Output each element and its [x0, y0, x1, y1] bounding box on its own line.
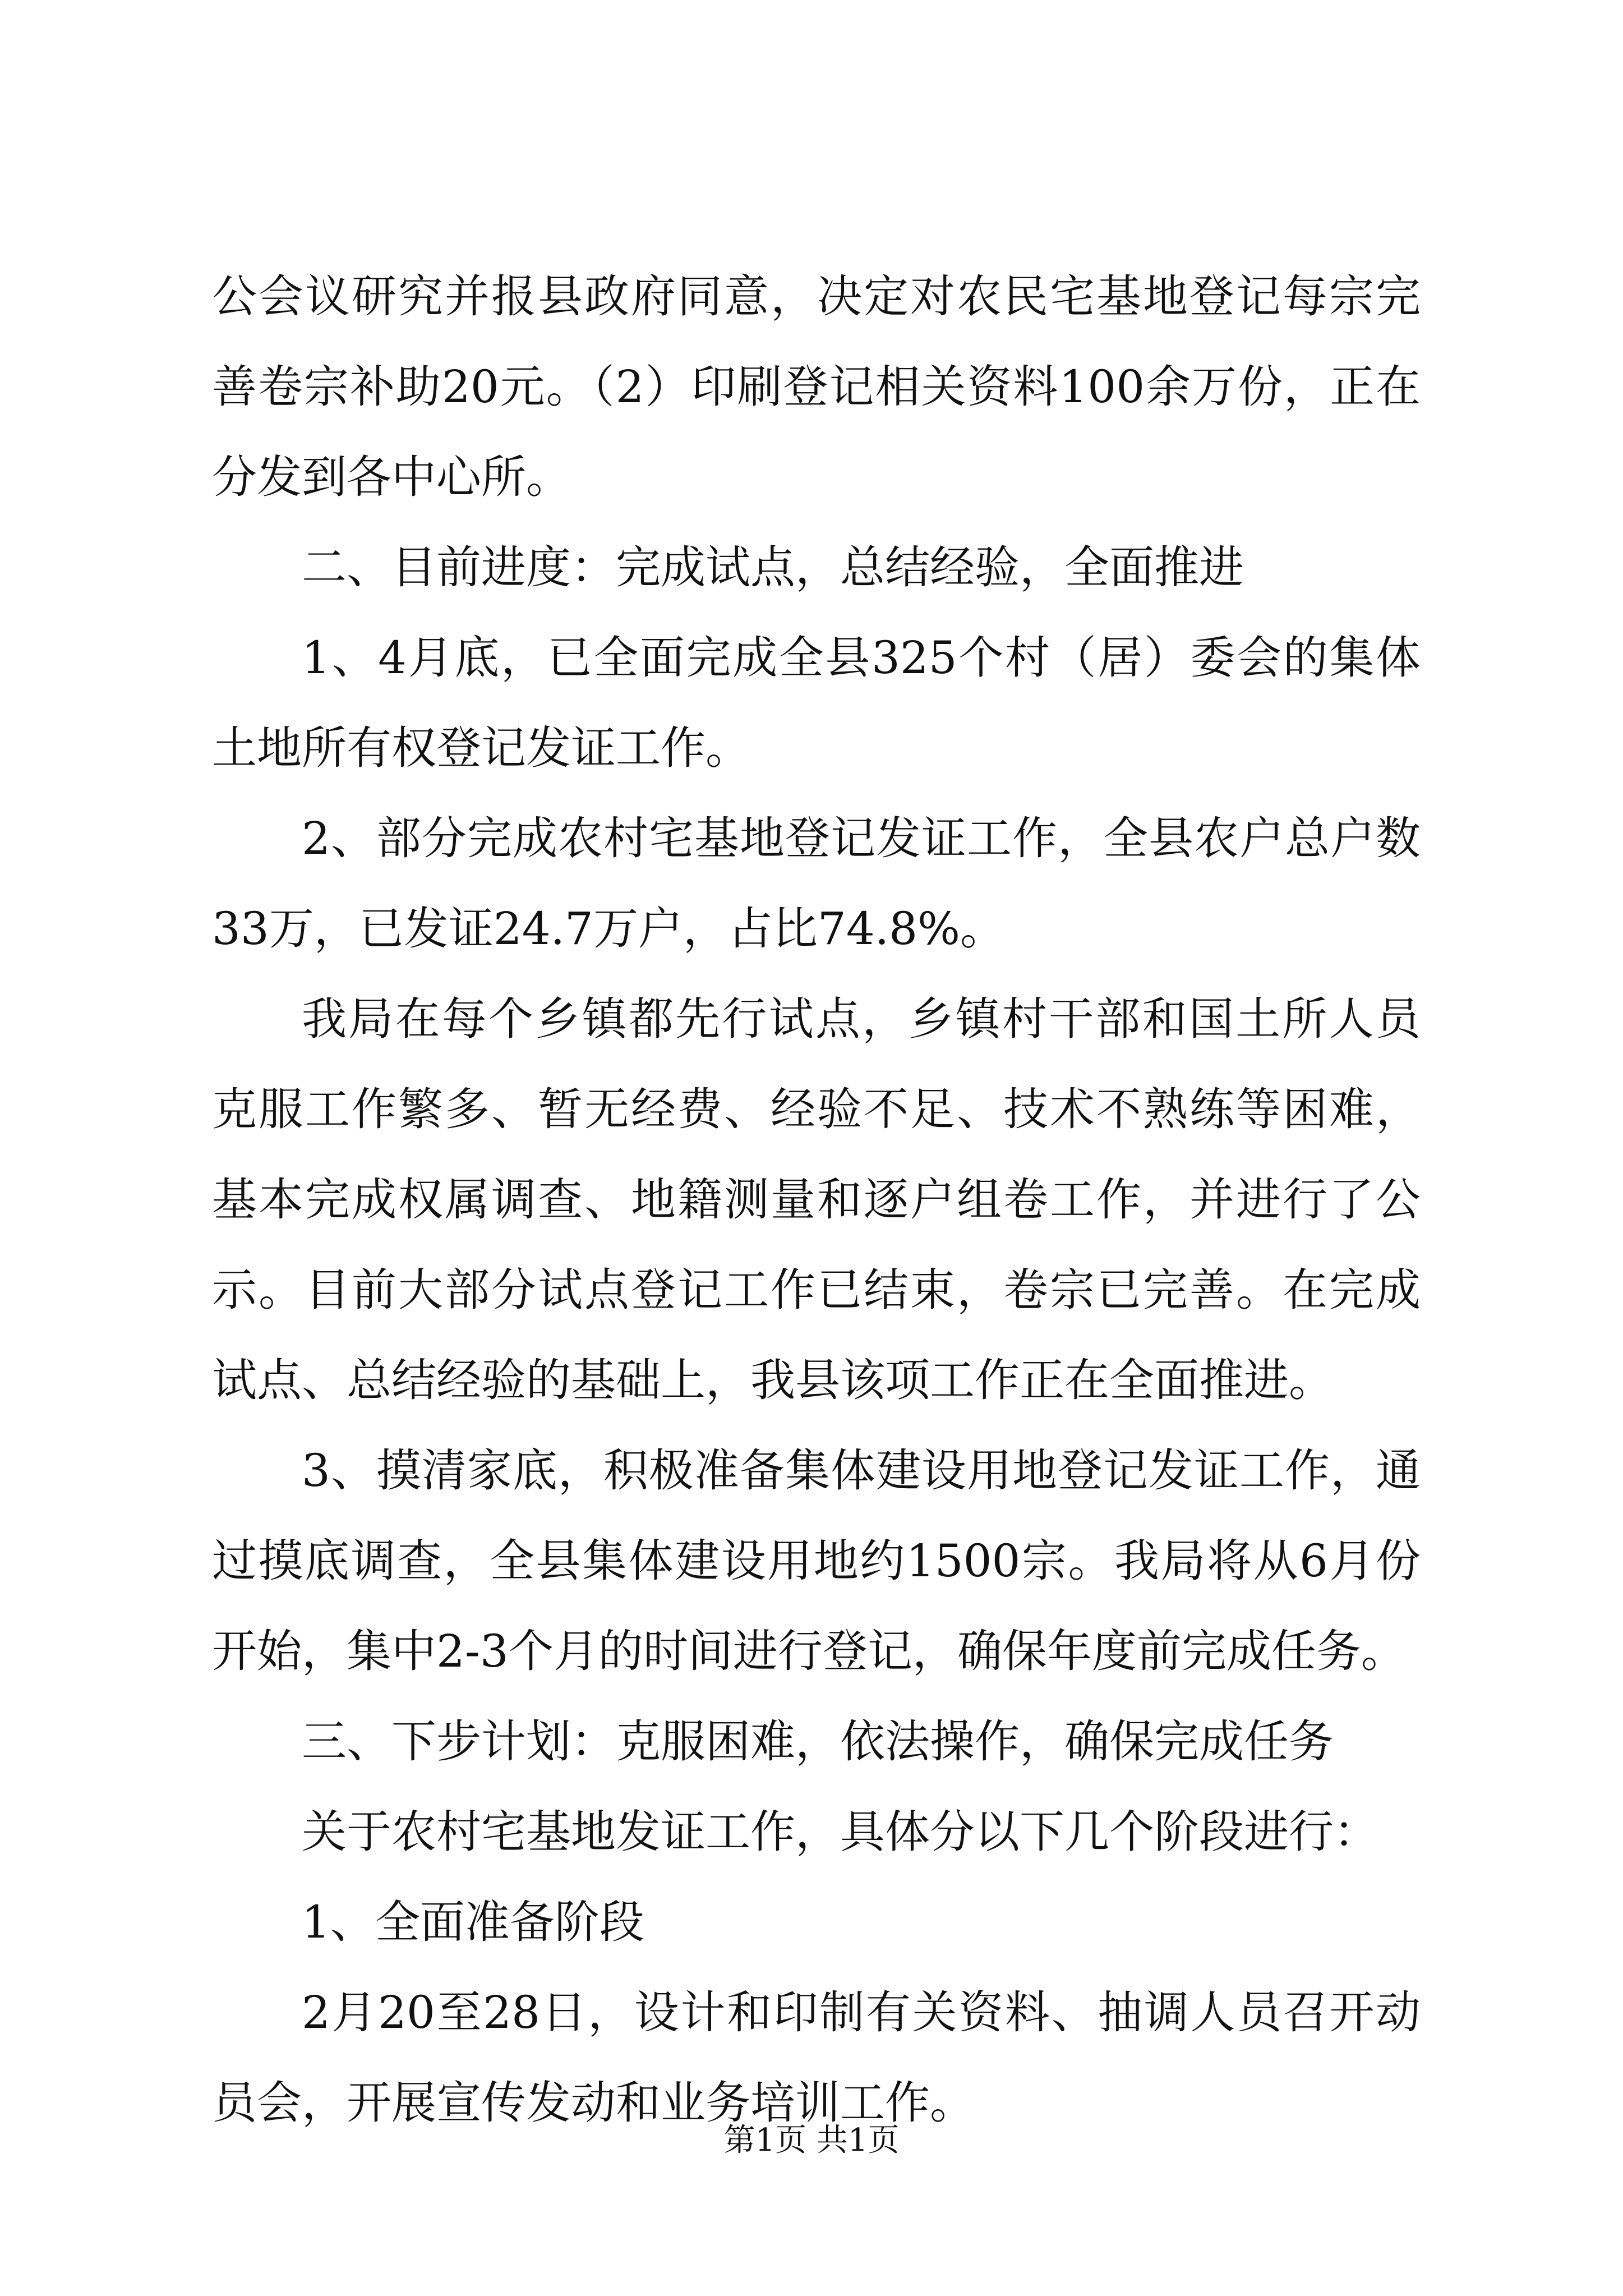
paragraph-3: 1、4月底，已全面完成全县325个村（居）委会的集体土地所有权登记发证工作。	[212, 632, 1421, 774]
paragraph-10: 2月20至28日，设计和印制有关资料、抽调人员召开动员会，开展宣传发动和业务培训工作。	[212, 1986, 1421, 2129]
paragraph-6: 3、摸清家底，积极准备集体建设用地登记发证工作，通过摸底调查，全县集体建设用地约1500宗。我局将从6月份开始，集中2-3个月的时间进行登记，确保年度前完成任务。	[212, 1444, 1421, 1677]
paragraph-7-heading: 三、下步计划：克服困难，依法操作，确保完成任务	[302, 1715, 1334, 1768]
paragraph-8: 关于农村宅基地发证工作，具体分以下几个阶段进行：	[302, 1806, 1378, 1858]
paragraph-4: 2、部分完成农村宅基地登记发证工作，全县农户总户数33万，已发证24.7万户，占比74.8%。	[212, 812, 1421, 955]
page-number-label: 第1页 共1页	[723, 2122, 900, 2159]
paragraph-1: 公会议研究并报县政府同意，决定对农民宅基地登记每宗完善卷宗补助20元。（2）印刷登记相关资料100余万份，正在分发到各中心所。	[212, 270, 1421, 503]
document-body	[212, 251, 1421, 2148]
paragraph-2-heading: 二、目前进度：完成试点，总结经验，全面推进	[302, 541, 1244, 593]
paragraph-9: 1、全面准备阶段	[302, 1896, 644, 1948]
page-footer	[0, 2118, 1623, 2163]
paragraph-5: 我局在每个乡镇都先行试点，乡镇村干部和国土所人员克服工作繁多、暂无经费、经验不足、技术不熟练等困难，基本完成权属调查、地籍测量和逐户组卷工作，并进行了公示。目前大部分试点登记工作已结束，卷宗已完善。在完成试点、总结经验的基础上，我县该项工作正在全面推进。	[212, 993, 1421, 1406]
